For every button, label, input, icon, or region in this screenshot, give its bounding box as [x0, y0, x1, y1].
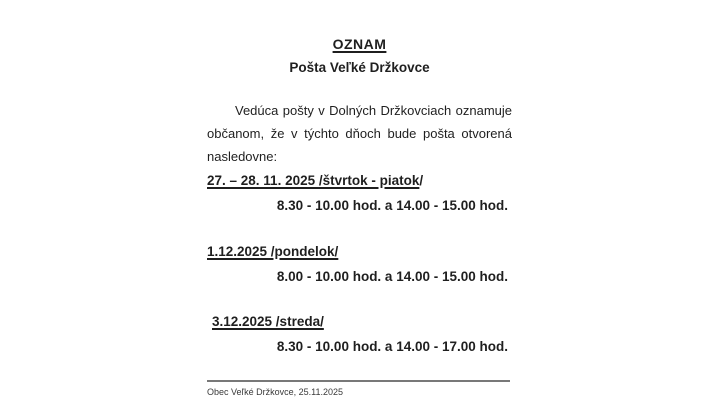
schedule-date-suffix: / [419, 173, 424, 188]
schedule-time: 8.30 - 10.00 hod. a 14.00 - 17.00 hod. [276, 339, 508, 354]
schedule-date [207, 242, 512, 261]
schedule-time: 8.30 - 10.00 hod. a 14.00 - 15.00 hod. [276, 198, 508, 213]
intro-line-3: nasledovne: [207, 149, 278, 164]
intro-line-2: občanom, že v týchto dňoch bude pošta otvorená [207, 126, 512, 141]
footer-signature: Obec Veľké Držkovce, 25.11.2025 [207, 387, 344, 397]
schedule-date [207, 312, 512, 331]
intro-paragraph [207, 99, 512, 168]
schedule-time: 8.00 - 10.00 hod. a 14.00 - 15.00 hod. [276, 269, 508, 284]
schedule-date-text: 3.12.2025 /streda/ [212, 314, 324, 329]
schedule-entry [207, 312, 512, 356]
document-subtitle: Pošta Veľké Držkovce [289, 60, 430, 75]
schedule-date-text: 1.12.2025 /pondelok/ [207, 244, 339, 259]
schedule-date-text: 27. – 28. 11. 2025 /štvrtok - piatok [207, 173, 420, 188]
footer-divider [207, 380, 510, 382]
document-title: OZNAM [332, 36, 387, 52]
schedule-entry [207, 242, 512, 286]
intro-line-1: Vedúca pošty v Dolných Držkovciach oznamuje [235, 103, 512, 118]
schedule-entry [207, 171, 512, 215]
schedule-date [207, 171, 512, 190]
